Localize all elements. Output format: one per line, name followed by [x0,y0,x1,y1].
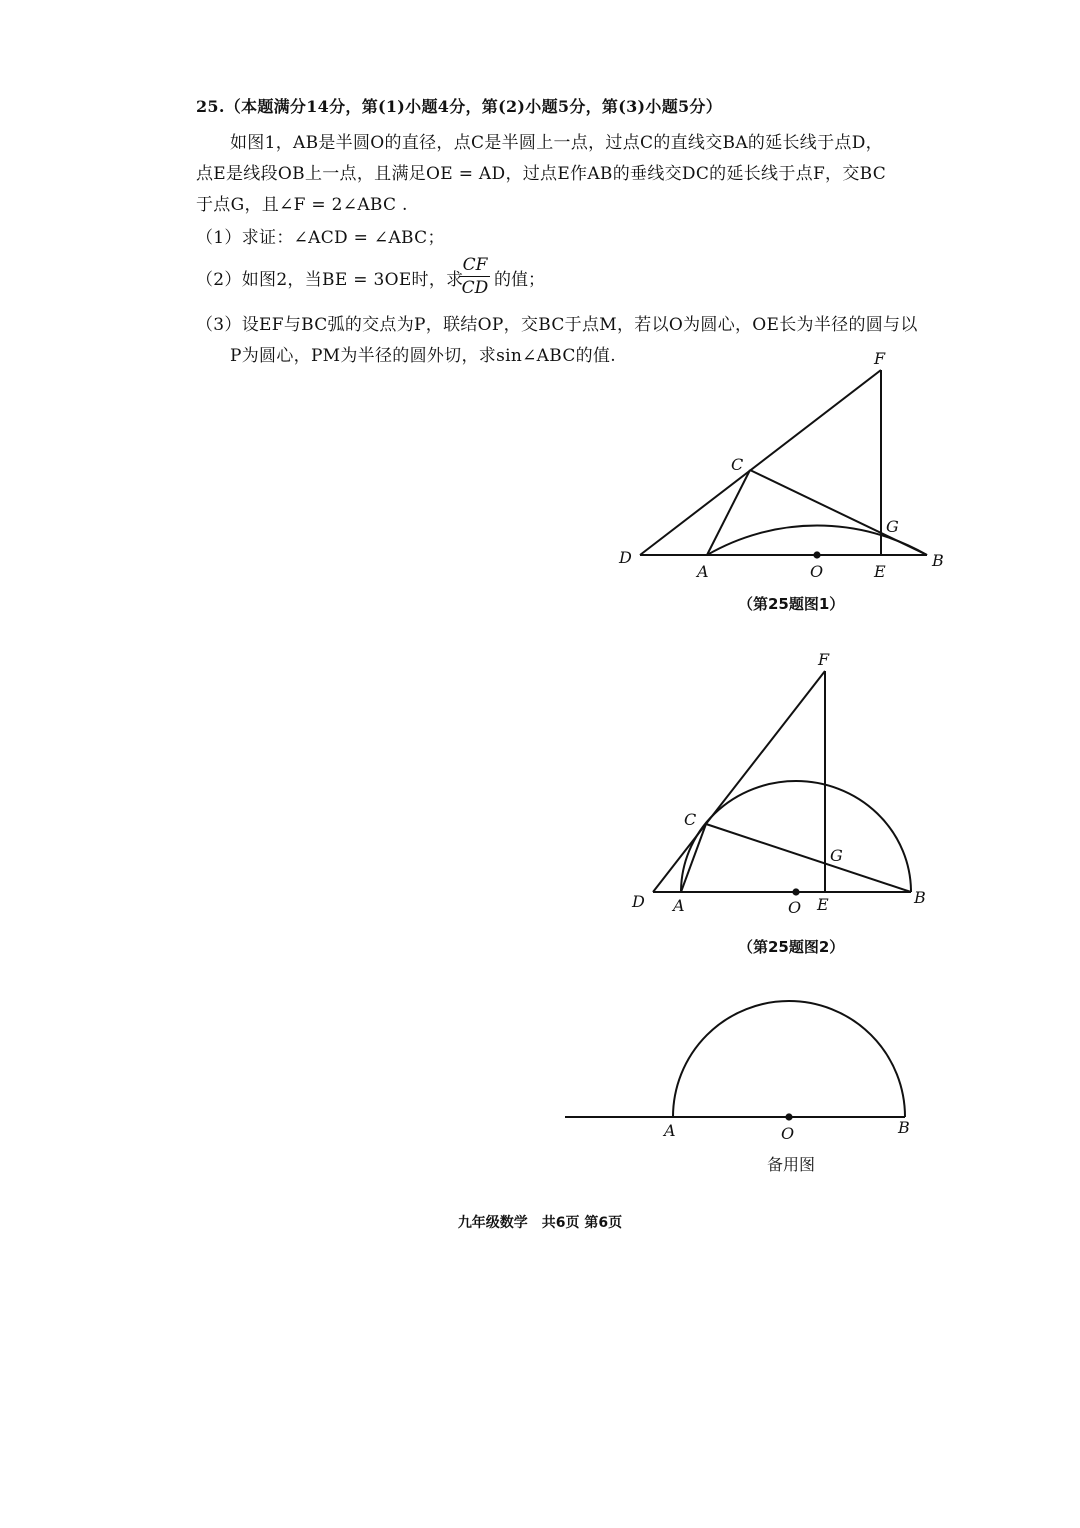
fig3-semicircle [673,1001,905,1117]
fig1-label-G: G [886,517,899,536]
fig2-line-CA [681,824,706,892]
fig1-line-CB [750,470,927,555]
fig2-label-C: C [684,810,697,829]
fig3-caption: 备用图 [767,1155,816,1174]
fig3-label-A: A [664,1121,676,1140]
problem-text-line-1: 如图1，AB是半圆O的直径，点C是半圆上一点，过点C的直线交BA的延长线于点D， [230,133,883,153]
figure-2 [653,671,911,895]
fig2-line-CB [706,824,911,892]
problem-header: 25.（本题满分14分，第(1)小题4分，第(2)小题5分，第(3)小题5分） [196,97,723,116]
fig1-caption: （第25题图1） [738,595,845,613]
fig2-label-G: G [830,846,843,865]
fig2-caption: （第25题图2） [738,938,845,956]
fig3-label-O: O [781,1124,795,1143]
fig3-point-O [786,1114,791,1119]
fig1-label-O: O [810,562,824,581]
fig1-line-CA [707,470,750,555]
fig1-label-F: F [874,349,886,368]
fig1-label-E: E [874,562,886,581]
fraction-denominator: CD [461,278,489,298]
fig1-label-B: B [932,551,944,570]
question-3-line-1: （3）设EF与BC弧的交点为P，联结OP，交BC于点M，若以O为圆心，OE长为半径的圆与以 [196,315,918,335]
fig1-point-O [814,552,819,557]
fig2-semicircle [681,781,911,892]
fig2-label-F: F [818,650,830,669]
fig3-label-B: B [898,1118,910,1137]
problem-text-line-3: 于点G，且∠F = 2∠ABC . [196,195,408,215]
fig1-label-D: D [619,548,632,567]
fig2-point-O [793,889,798,894]
question-3-line-2: P为圆心，PM为半径的圆外切，求sin∠ABC的值. [230,346,616,366]
question-1: （1）求证：∠ACD = ∠ABC； [196,228,445,248]
problem-text-line-2: 点E是线段OB上一点，且满足OE = AD，过点E作AB的垂线交DC的延长线于点F，交BC [196,164,887,184]
fig2-label-A: A [673,896,685,915]
page-footer: 九年级数学 共6页 第6页 [457,1215,623,1231]
question-2: （2）如图2，当BE = 3OE时，求 [196,270,464,290]
question-2-suffix: 的值； [494,270,545,290]
figure-1 [640,370,927,558]
fig2-label-D: D [632,892,645,911]
fig1-label-C: C [731,455,744,474]
fig2-label-B: B [914,888,926,907]
fig1-label-A: A [697,562,709,581]
fig2-label-O: O [788,898,802,917]
figure-3 [565,1001,905,1120]
fig2-label-E: E [817,895,829,914]
fraction-numerator: CF [462,255,488,275]
